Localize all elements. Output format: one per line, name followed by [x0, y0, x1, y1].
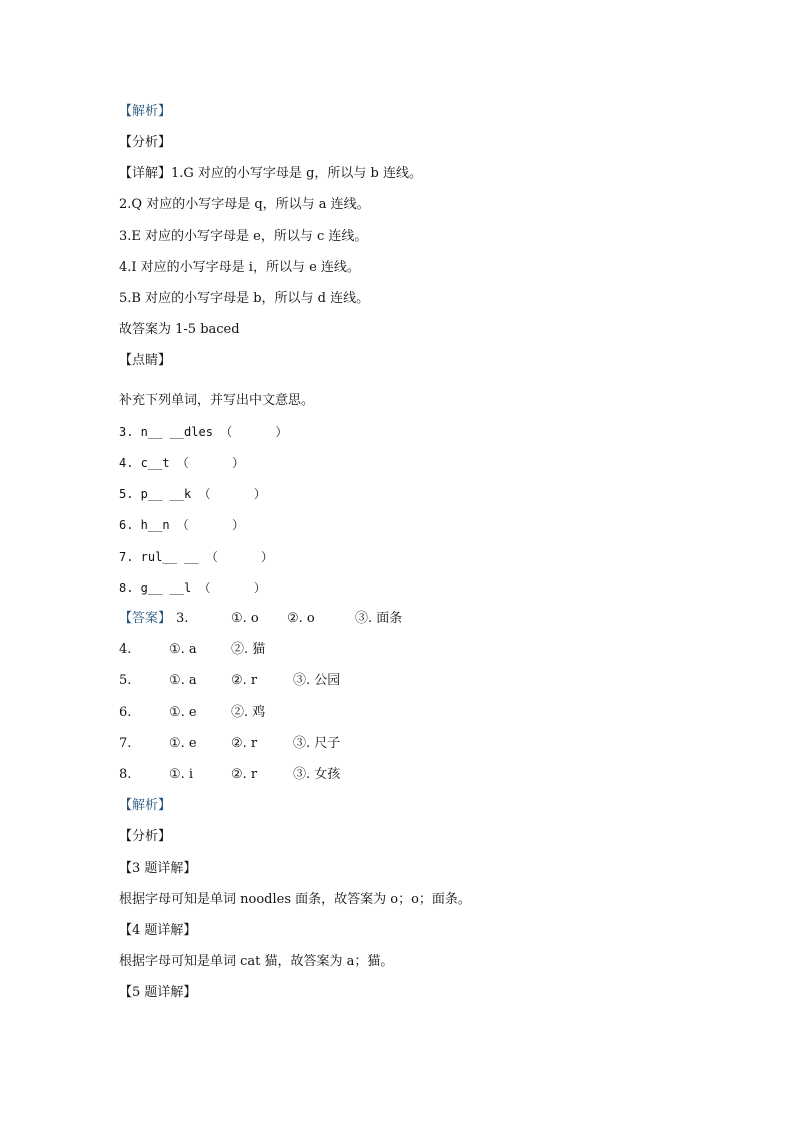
xiangjie-line-1 — [119, 165, 422, 183]
answer-part-3: ③. 公园 — [293, 673, 341, 688]
answer-part-3: ③. 面条 — [355, 611, 403, 626]
answer-part-1: ①. e — [169, 736, 197, 751]
answer-label: 【答案】 — [119, 611, 172, 626]
answer-part-2: ②. r — [231, 673, 258, 688]
fenxi-heading: 【分析】 — [119, 135, 172, 150]
q4-detail-text: 根据字母可知是单词 cat 猫，故答案为 a；猫。 — [119, 954, 394, 969]
dianjing-heading: 【点睛】 — [119, 353, 172, 368]
question-item: 7. rul__ __ （ ） — [119, 550, 274, 564]
answer-part-1: ①. o — [231, 611, 259, 626]
question-item: 4. c__t （ ） — [119, 456, 245, 470]
q3-detail-text: 根据字母可知是单词 noodles 面条，故答案为 o；o；面条。 — [119, 892, 471, 907]
q3-detail-heading: 【3 题详解】 — [119, 861, 197, 876]
explanation-line: 4.I 对应的小写字母是 i，所以与 e 连线。 — [119, 260, 360, 275]
answer-num: 8. — [119, 767, 132, 782]
answer-part-3: ③. 尺子 — [293, 736, 341, 751]
q4-detail-heading: 【4 题详解】 — [119, 923, 197, 938]
answer-part-2: ②. 鸡 — [231, 705, 266, 720]
answer-num: 3. — [176, 611, 189, 626]
explanation-line: 5.B 对应的小写字母是 b，所以与 d 连线。 — [119, 291, 370, 306]
question-item: 8. g__ __l （ ） — [119, 581, 266, 595]
answer-part-1: ①. e — [169, 705, 197, 720]
answer-part-1: ①. a — [169, 642, 197, 657]
answer-part-1: ①. i — [169, 767, 194, 782]
answer-part-2: ②. 猫 — [231, 642, 266, 657]
question-item: 5. p__ __k （ ） — [119, 487, 266, 501]
q5-detail-heading: 【5 题详解】 — [119, 985, 197, 1000]
explanation-line: 3.E 对应的小写字母是 e，所以与 c 连线。 — [119, 229, 368, 244]
answer-line: 故答案为 1-5 baced — [119, 322, 240, 337]
answer-part-2: ②. r — [231, 736, 258, 751]
xiangjie-label: 【详解】 — [119, 166, 172, 181]
question-item: 3. n__ __dles （ ） — [119, 425, 288, 439]
answer-part-2: ②. o — [287, 611, 315, 626]
answer-part-2: ②. r — [231, 767, 258, 782]
jiexi-heading: 【解析】 — [119, 798, 172, 813]
jiexi-heading: 【解析】 — [119, 104, 172, 119]
answer-part-1: ①. a — [169, 673, 197, 688]
answer-num: 7. — [119, 736, 132, 751]
question-instruction: 补充下列单词，并写出中文意思。 — [119, 393, 315, 408]
answer-num: 5. — [119, 673, 132, 688]
fenxi-heading: 【分析】 — [119, 829, 172, 844]
explanation-line: 1.G 对应的小写字母是 g，所以与 b 连线。 — [171, 166, 422, 181]
explanation-line: 2.Q 对应的小写字母是 q，所以与 a 连线。 — [119, 197, 370, 212]
question-item: 6. h__n （ ） — [119, 518, 245, 532]
answer-num: 6. — [119, 705, 132, 720]
answer-part-3: ③. 女孩 — [293, 767, 341, 782]
answer-num: 4. — [119, 642, 132, 657]
